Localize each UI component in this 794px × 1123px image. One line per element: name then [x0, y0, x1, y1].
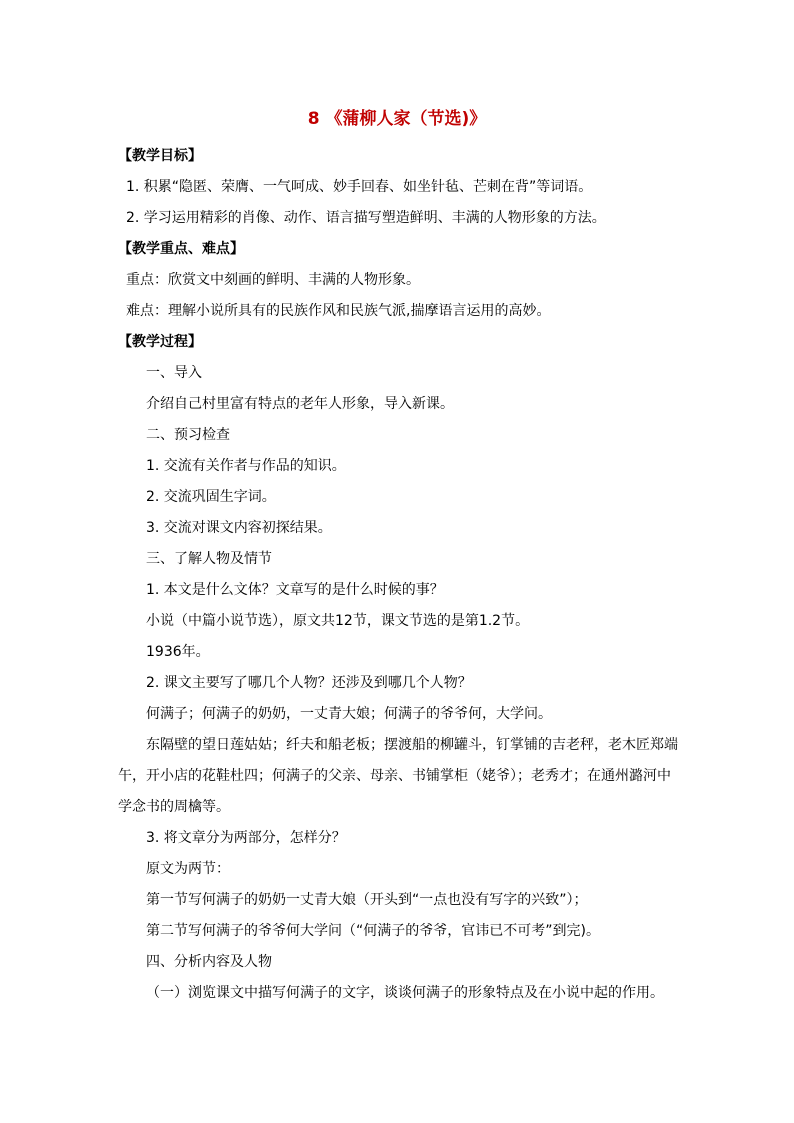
difficulty: 难点：理解小说所具有的民族作风和民族气派,揣摩语言运用的高妙。	[126, 303, 551, 319]
answer-2b-line3: 学念书的周檎等。	[118, 799, 230, 815]
process-heading: 【教学过程】	[118, 334, 202, 350]
question-3: 3. 将文章分为两部分，怎样分？	[146, 830, 346, 846]
focus-heading: 【教学重点、难点】	[118, 241, 244, 257]
lesson-title: 8 《蒲柳人家（节选)》	[307, 109, 487, 129]
analysis-item-1: （一）浏览课文中描写何满子的文字，谈谈何满子的形象特点及在小说中起的作用。	[146, 985, 664, 1001]
answer-3a: 原文为两节：	[146, 861, 230, 877]
list-item: 2. 交流巩固生字词。	[146, 489, 276, 505]
answer-2b-line1: 东隔壁的望日莲姑姑；纤夫和船老板；摆渡船的柳罐斗，钉掌铺的吉老秤，老木匠郑端	[146, 737, 678, 753]
paragraph: 介绍自己村里富有特点的老年人形象，导入新课。	[146, 396, 454, 412]
section-preview: 二、预习检查	[146, 427, 230, 443]
answer-3c: 第二节写何满子的爷爷何大学问（“何满子的爷爷，官讳已不可考”到完)。	[146, 923, 600, 939]
key-point: 重点：欣赏文中刻画的鲜明、丰满的人物形象。	[126, 272, 420, 288]
question-2: 2. 课文主要写了哪几个人物？还涉及到哪几个人物？	[146, 675, 472, 691]
answer-2a: 何满子；何满子的奶奶，一丈青大娘；何满子的爷爷何，大学问。	[146, 706, 552, 722]
list-item: 1. 交流有关作者与作品的知识。	[146, 458, 346, 474]
goals-heading: 【教学目标】	[118, 148, 202, 164]
goal-1: 1. 积累“隐匿、荣膺、一气呵成、妙手回春、如坐针毡、芒刺在背”等词语。	[126, 179, 593, 195]
section-intro: 一、导入	[146, 365, 202, 381]
answer-3b: 第一节写何满子的奶奶一丈青大娘（开头到“一点也没有写字的兴致”）；	[146, 892, 588, 908]
list-item: 3. 交流对课文内容初探结果。	[146, 520, 332, 536]
answer-2b-line2: 午，开小店的花鞋杜四；何满子的父亲、母亲、书铺掌柜（姥爷）；老秀才；在通州潞河中	[118, 768, 671, 784]
answer-1b: 1936年。	[146, 644, 210, 660]
answer-1a: 小说（中篇小说节选），原文共12节，课文节选的是第1.2节。	[146, 613, 530, 629]
section-analysis: 四、分析内容及人物	[146, 954, 272, 970]
question-1: 1. 本文是什么文体？文章写的是什么时候的事？	[146, 582, 444, 598]
section-characters: 三、了解人物及情节	[146, 551, 272, 567]
goal-2: 2. 学习运用精彩的肖像、动作、语言描写塑造鲜明、丰满的人物形象的方法。	[126, 210, 606, 226]
